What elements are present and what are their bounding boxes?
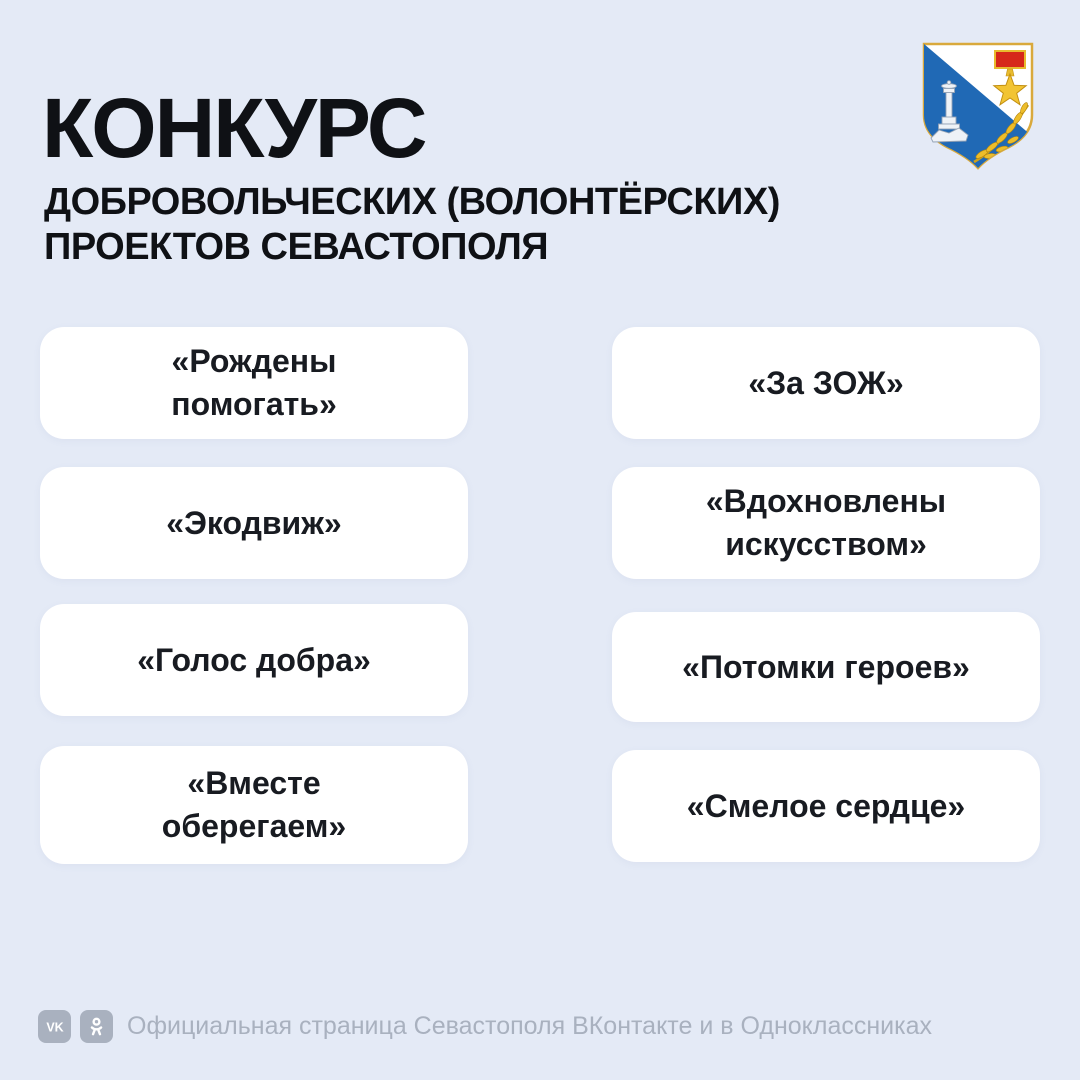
nomination-label: «Вместе [187,765,321,802]
nomination-label: «Смелое сердце» [686,787,966,824]
nomination-label: «Голос добра» [137,641,371,678]
footer-caption: Официальная страница Севастополя ВКонтакте и в Одноклассниках [127,1012,933,1040]
nomination-card [40,467,468,579]
svg-text:VK: VK [45,1020,64,1034]
nomination-card [40,604,468,716]
nomination-card [40,327,468,439]
nomination-label: помогать» [171,386,337,422]
nomination-label: «Вдохновлены [705,483,947,520]
nomination-card [40,746,468,864]
subtitle-line-1: ДОБРОВОЛЬЧЕСКИХ (ВОЛОНТЁРСКИХ) [44,181,780,223]
nomination-card [612,467,1040,579]
nomination-card [612,612,1040,722]
nomination-label: «За ЗОЖ» [748,364,904,401]
nomination-label: «Экодвиж» [166,504,342,541]
page-title: КОНКУРС [42,81,426,175]
nomination-label: «Потомки героев» [682,648,970,685]
subtitle-line-2: ПРОЕКТОВ СЕВАСТОПОЛЯ [44,225,549,268]
footer [38,1010,932,1043]
page-subtitle [44,180,780,270]
odnoklassniki-icon [80,1010,113,1043]
nomination-label: искусством» [725,526,927,562]
vk-icon [38,1010,71,1043]
nomination-label: «Рождены [171,343,337,380]
nomination-label: оберегаем» [161,808,347,844]
sevastopol-coat-of-arms-icon [916,40,1040,172]
nomination-card [612,750,1040,862]
nomination-card [612,327,1040,439]
